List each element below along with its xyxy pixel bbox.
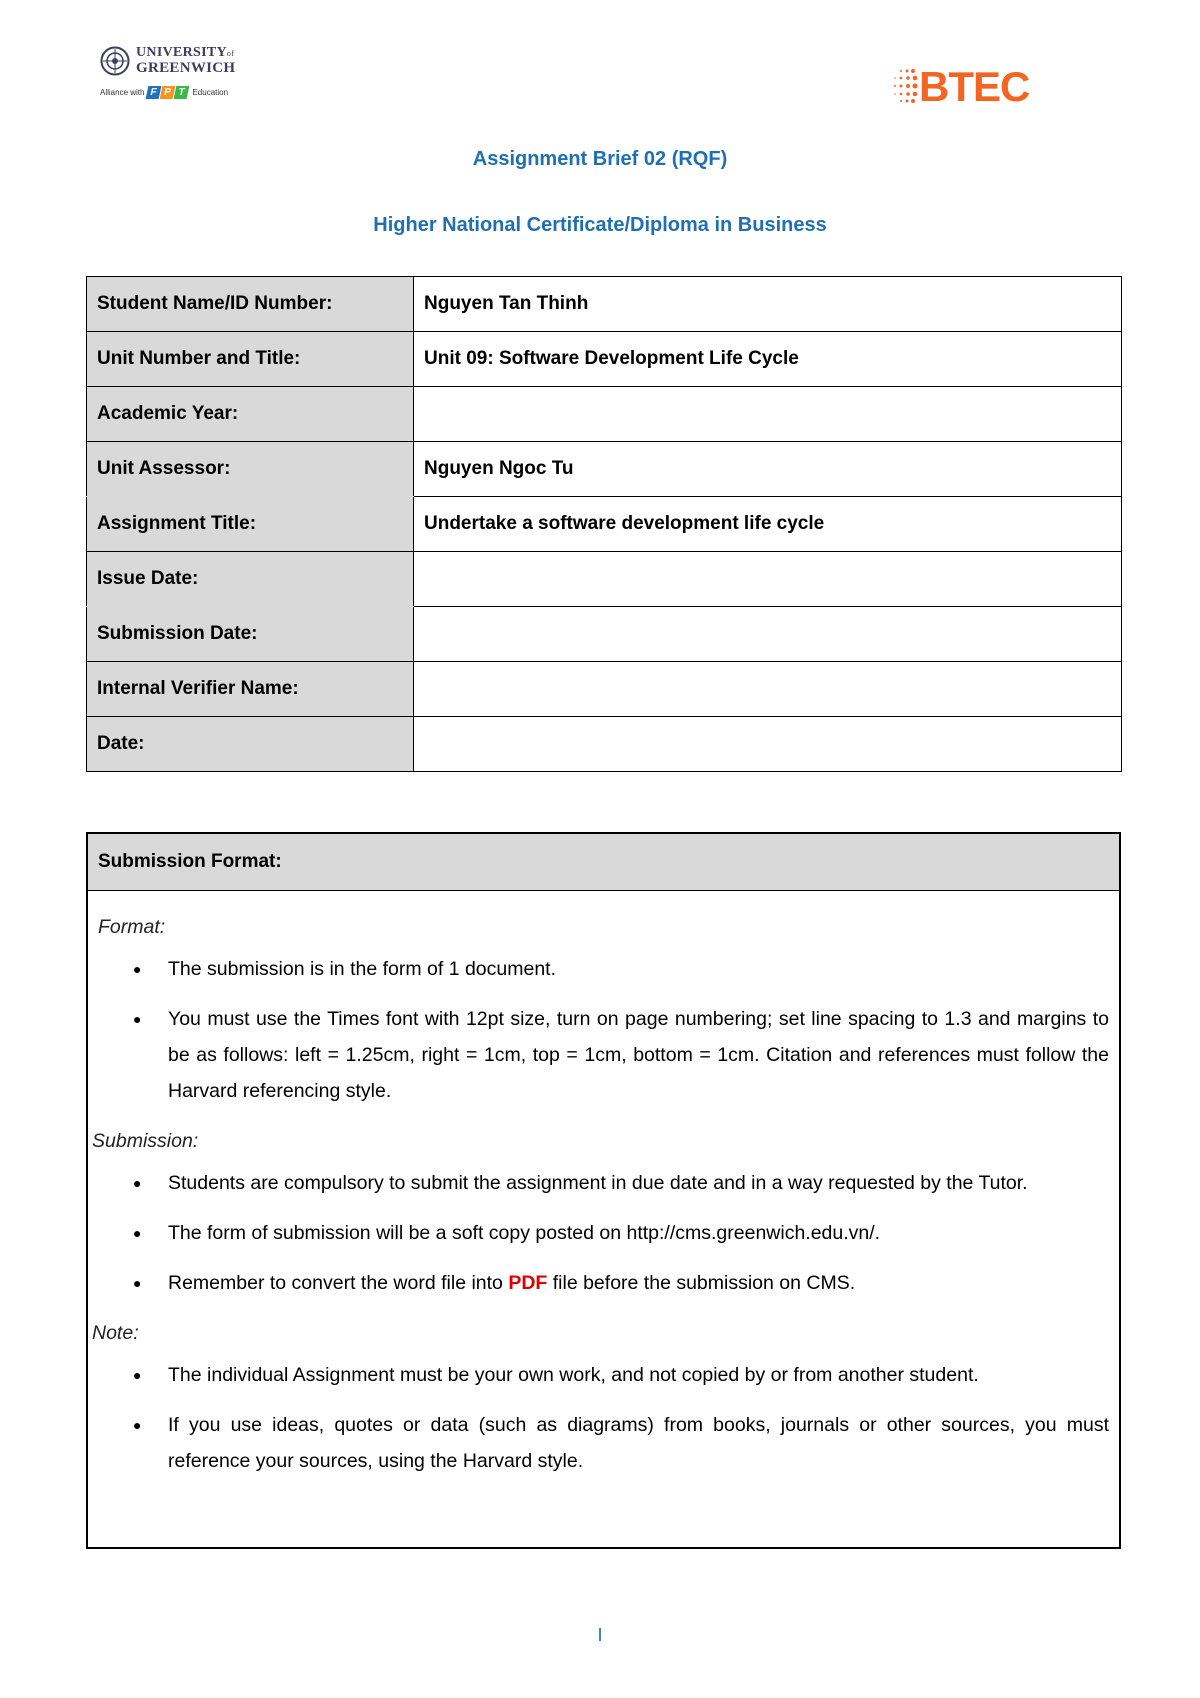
university-name-line2: GREENWICH xyxy=(136,60,236,76)
university-of-greenwich-logo xyxy=(100,45,250,120)
table-row xyxy=(87,552,1122,607)
alliance-prefix: Alliance with xyxy=(100,88,145,97)
submission-label: Submission: xyxy=(92,1130,199,1152)
row-value xyxy=(414,387,1122,442)
row-value: Unit 09: Software Development Life Cycle xyxy=(414,332,1122,387)
page-title: Assignment Brief 02 (RQF) xyxy=(472,148,728,170)
page-number: I xyxy=(597,1625,603,1645)
row-label: Submission Date: xyxy=(87,607,414,662)
table-row xyxy=(87,277,1122,332)
row-label: Academic Year: xyxy=(87,387,414,442)
row-label: Unit Assessor: xyxy=(87,442,414,497)
university-name-of: of xyxy=(226,49,235,58)
row-value xyxy=(414,717,1122,772)
row-label: Date: xyxy=(87,717,414,772)
fpt-logo: F P T xyxy=(147,86,189,99)
row-value: Nguyen Tan Thinh xyxy=(414,277,1122,332)
student-info-table xyxy=(86,276,1122,772)
list-item: ● The submission is in the form of 1 document. xyxy=(168,951,1109,987)
remember-text-post: file before the submission on CMS. xyxy=(547,1272,856,1294)
note-label: Note: xyxy=(92,1322,139,1344)
table-row xyxy=(87,607,1122,662)
row-value: Undertake a software development life cycle xyxy=(414,497,1122,552)
row-label: Assignment Title: xyxy=(87,497,414,552)
note-list xyxy=(88,1357,1109,1479)
university-seal-icon xyxy=(100,46,130,76)
submission-format-box xyxy=(86,832,1121,1549)
list-item: ● Students are compulsory to submit the assignment in due date and in a way requested by the Tutor. xyxy=(168,1165,1109,1201)
btec-dots-icon xyxy=(893,66,919,108)
format-label: Format: xyxy=(98,916,166,938)
remember-text-pre: Remember to convert the word file into xyxy=(168,1272,509,1294)
submission-list xyxy=(88,1165,1109,1301)
university-name-line1: UNIVERSITY xyxy=(136,45,227,60)
list-item: ● If you use ideas, quotes or data (such as diagrams) from books, journals or other sources, you must reference your sources, using the Harvard style. xyxy=(168,1407,1109,1479)
btec-wordmark: BTEC xyxy=(919,63,1030,110)
table-row xyxy=(87,662,1122,717)
row-value: Nguyen Ngoc Tu xyxy=(414,442,1122,497)
table-row xyxy=(87,442,1122,497)
submission-format-heading: Submission Format: xyxy=(88,834,1119,891)
row-value xyxy=(414,552,1122,607)
list-item: ● The individual Assignment must be your own work, and not copied by or from another student. xyxy=(168,1357,1109,1393)
table-row xyxy=(87,387,1122,442)
row-label: Internal Verifier Name: xyxy=(87,662,414,717)
pdf-highlight: PDF xyxy=(508,1272,548,1294)
row-label: Unit Number and Title: xyxy=(87,332,414,387)
alliance-suffix: Education xyxy=(192,88,229,97)
row-value xyxy=(414,607,1122,662)
list-item: ● You must use the Times font with 12pt size, turn on page numbering; set line spacing to 1.3 and margins to be as follows: left = 1.25cm, right = 1cm, top = 1cm, bottom = 1cm. Citation and references must follow the Harvard referencing style. xyxy=(168,1001,1109,1109)
list-item: ● The form of submission will be a soft copy posted on http://cms.greenwich.edu.vn/. xyxy=(168,1215,1109,1251)
table-row xyxy=(87,332,1122,387)
page-subtitle: Higher National Certificate/Diploma in Business xyxy=(373,214,827,236)
btec-logo xyxy=(893,60,1033,114)
table-row xyxy=(87,717,1122,772)
table-row xyxy=(87,497,1122,552)
list-item xyxy=(168,1265,1109,1301)
fpt-alliance xyxy=(100,86,250,99)
row-label: Student Name/ID Number: xyxy=(87,277,414,332)
row-value xyxy=(414,662,1122,717)
format-list xyxy=(88,951,1109,1109)
row-label: Issue Date: xyxy=(87,552,414,607)
